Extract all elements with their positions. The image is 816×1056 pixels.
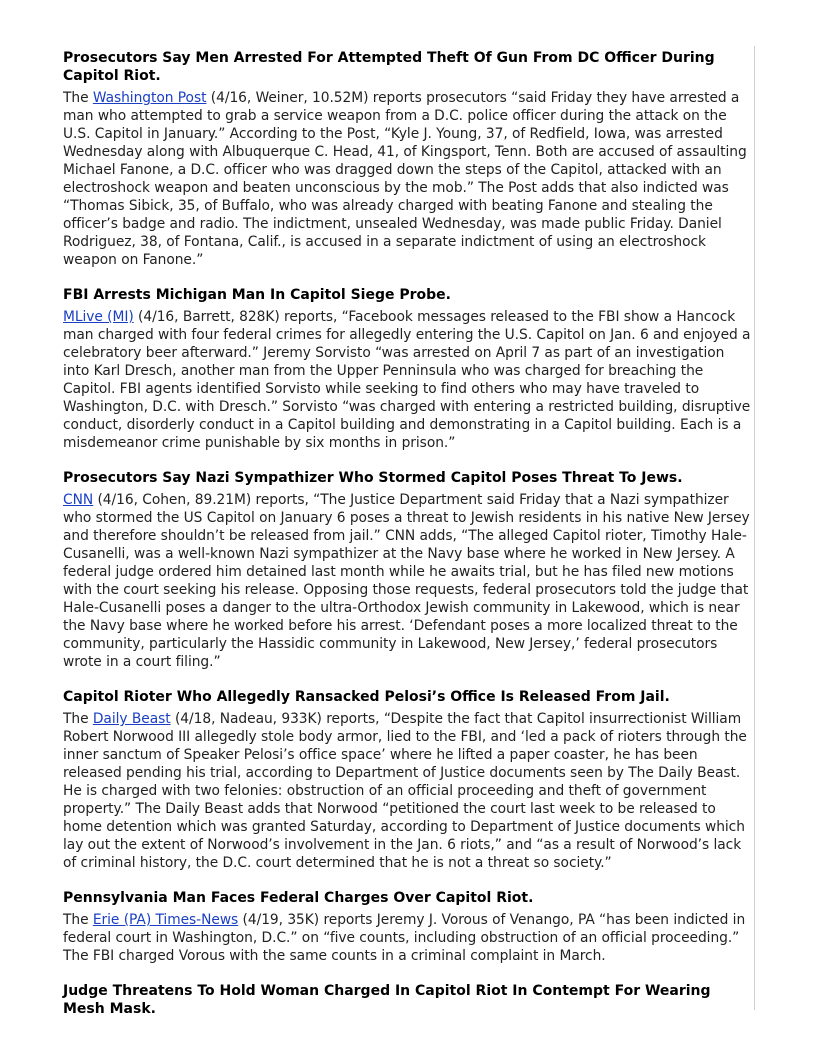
- article-text: (4/19, 35K) reports Jeremy J. Vorous of Venango, PA “has been indicted in federal court in Washington, D.C.” on “five counts, including obstruction of an official proceeding.” The FBI charged Vorous with the same counts in a criminal complaint in March.: [63, 912, 746, 964]
- article-1: [63, 46, 753, 269]
- news-briefing: [63, 46, 753, 1018]
- source-link[interactable]: MLive (MI): [63, 309, 134, 325]
- article-body: [63, 308, 753, 452]
- document-page: [63, 46, 755, 1017]
- article-text: (4/16, Cohen, 89.21M) reports, “The Justice Department said Friday that a Nazi sympathizer who stormed the US Capitol on January 6 poses a threat to Jewish residents in his native New Jersey and therefore shouldn’t be released from jail.” CNN adds, “The alleged Capitol rioter, Timothy Hale-Cusanelli, was a well-known Nazi sympathizer at the Navy base where he worked in New Jersey. A federal judge ordered him detained last month while he awaits trial, but he has filed new motions with the court seeking his release. Opposing those requests, federal prosecutors told the judge that Hale-Cusanelli poses a danger to the ultra-Orthodox Jewish community in Lakewood, which is near the Navy base where he worked before his arrest. ‘Defendant poses a more localized threat to the community, particularly the Hassidic community in Lakewood, New Jersey,’ federal prosecutors wrote in a court filing.”: [63, 492, 750, 670]
- article-2: [63, 283, 753, 452]
- article-body: [63, 710, 753, 872]
- article-body: [63, 89, 753, 269]
- lead-text: The: [63, 912, 93, 928]
- article-text: (4/16, Barrett, 828K) reports, “Facebook messages released to the FBI show a Hancock man charged with four federal crimes for allegedly entering the U.S. Capitol on Jan. 6 and enjoyed a celebratory beer afterward.” Jeremy Sorvisto “was arrested on April 7 as part of an investigation into Karl Dresch, another man from the Upper Penninsula who was charged for breaching the Capitol. FBI agents identified Sorvisto while seeking to find others who may have traveled to Washington, D.C. with Dresch.” Sorvisto “was charged with entering a restricted building, disruptive conduct, disorderly conduct in a Capitol building and demonstrating in a Capitol building. Each is a misdemeanor crime punishable by six months in prison.”: [63, 309, 751, 451]
- article-body: [63, 491, 753, 671]
- lead-text: The: [63, 711, 93, 727]
- article-5: [63, 886, 753, 965]
- article-headline: Judge Threatens To Hold Woman Charged In Capitol Riot In Contempt For Wearing Mesh Mask.: [63, 983, 711, 1017]
- article-4: [63, 685, 753, 872]
- source-link[interactable]: CNN: [63, 492, 94, 508]
- source-link[interactable]: Erie (PA) Times-News: [92, 912, 239, 928]
- article-headline: FBI Arrests Michigan Man In Capitol Siege Probe.: [63, 287, 451, 303]
- source-link[interactable]: Washington Post: [92, 90, 207, 106]
- article-text: (4/18, Nadeau, 933K) reports, “Despite the fact that Capitol insurrectionist William Robert Norwood III allegedly stole body armor, lied to the FBI, and ‘led a pack of rioters through the inner sanctum of Speaker Pelosi’s office space’ where he lifted a paper coaster, he has been released pending his trial, according to Department of Justice documents seen by The Daily Beast. He is charged with two felonies: obstruction of an official proceeding and theft of government property.” The Daily Beast adds that Norwood “petitioned the court last week to be released to home detention which was granted Saturday, according to Department of Justice documents which lay out the extent of Norwood’s involvement in the Jan. 6 riots,” and “as a result of Norwood’s lack of criminal history, the D.C. court determined that he is not a threat so society.”: [63, 711, 747, 871]
- article-headline: Capitol Rioter Who Allegedly Ransacked Pelosi’s Office Is Released From Jail.: [63, 689, 670, 705]
- article-6: [63, 979, 753, 1018]
- lead-text: The: [63, 90, 93, 106]
- article-headline: Prosecutors Say Nazi Sympathizer Who Stormed Capitol Poses Threat To Jews.: [63, 470, 683, 486]
- article-headline: Pennsylvania Man Faces Federal Charges Over Capitol Riot.: [63, 890, 534, 906]
- article-body: [63, 911, 753, 965]
- article-3: [63, 466, 753, 671]
- source-link[interactable]: Daily Beast: [92, 711, 171, 727]
- article-headline: Prosecutors Say Men Arrested For Attempted Theft Of Gun From DC Officer During Capitol Riot.: [63, 50, 715, 84]
- article-text: (4/16, Weiner, 10.52M) reports prosecutors “said Friday they have arrested a man who attempted to grab a service weapon from a D.C. police officer during the attack on the U.S. Capitol in January.” According to the Post, “Kyle J. Young, 37, of Redfield, Iowa, was arrested Wednesday along with Albuquerque C. Head, 41, of Kingsport, Tenn. Both are accused of assaulting Michael Fanone, a D.C. officer who was dragged down the steps of the Capitol, attacked with an electroshock weapon and beaten unconscious by the mob.” The Post adds that also indicted was “Thomas Sibick, 35, of Buffalo, who was already charged with beating Fanone and stealing the officer’s badge and radio. The indictment, unsealed Wednesday, was made public Friday. Daniel Rodriguez, 38, of Fontana, Calif., is accused in a separate indictment of using an electroshock weapon on Fanone.”: [63, 90, 747, 268]
